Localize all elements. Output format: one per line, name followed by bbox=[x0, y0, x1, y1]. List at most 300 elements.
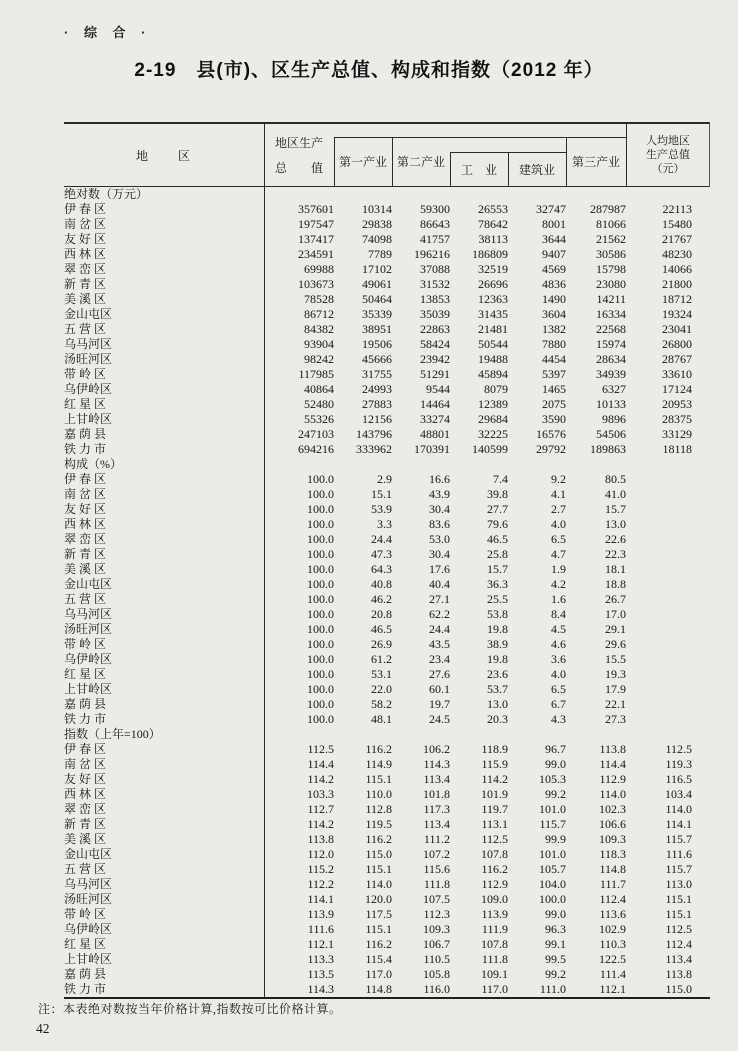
region-name: 乌伊岭区 bbox=[64, 922, 264, 937]
value-cell: 106.6 bbox=[599, 817, 626, 831]
value-cell: 18712 bbox=[662, 292, 692, 306]
page-number: 42 bbox=[36, 1021, 50, 1036]
value-cell: 15.1 bbox=[371, 487, 392, 501]
statistics-table bbox=[64, 122, 710, 999]
value-cell: 102.3 bbox=[599, 802, 626, 816]
region-name: 铁 力 市 bbox=[64, 442, 264, 457]
value-cell: 112.9 bbox=[599, 772, 626, 786]
value-cell: 79.6 bbox=[487, 517, 508, 531]
column-header-per-capita-line3: （元） bbox=[651, 163, 685, 175]
value-cell: 17.9 bbox=[605, 682, 626, 696]
value-cell: 116.2 bbox=[481, 862, 508, 876]
table-header bbox=[64, 122, 710, 187]
region-name: 西 林 区 bbox=[64, 247, 264, 262]
section-header-row bbox=[64, 187, 710, 202]
value-cell: 22113 bbox=[662, 202, 692, 216]
value-cell: 33274 bbox=[420, 412, 450, 426]
region-name: 带 岭 区 bbox=[64, 637, 264, 652]
column-header-tertiary-industry: 第三产业 bbox=[571, 155, 620, 169]
region-name: 红 星 区 bbox=[64, 397, 264, 412]
value-cell: 104.0 bbox=[539, 877, 566, 891]
value-cell: 109.3 bbox=[599, 832, 626, 846]
region-name: 伊 春 区 bbox=[64, 202, 264, 217]
value-cell: 287987 bbox=[590, 202, 626, 216]
value-cell: 119.3 bbox=[665, 757, 692, 771]
value-cell: 114.3 bbox=[307, 982, 334, 996]
region-name: 嘉 荫 县 bbox=[64, 697, 264, 712]
value-cell: 69988 bbox=[304, 262, 334, 276]
column-header-per-capita-line1: 人均地区 bbox=[646, 135, 690, 147]
value-cell: 100.0 bbox=[307, 622, 334, 636]
value-cell: 137417 bbox=[298, 232, 334, 246]
value-cell: 111.0 bbox=[539, 982, 566, 996]
region-name: 翠 峦 区 bbox=[64, 532, 264, 547]
value-cell: 29838 bbox=[362, 217, 392, 231]
value-cell: 46.5 bbox=[371, 622, 392, 636]
value-cell: 110.5 bbox=[423, 952, 450, 966]
empty-cell bbox=[566, 457, 626, 472]
value-cell: 102.9 bbox=[599, 922, 626, 936]
value-cell: 115.1 bbox=[665, 907, 692, 921]
region-name: 带 岭 区 bbox=[64, 367, 264, 382]
table-row bbox=[64, 307, 710, 322]
empty-cell bbox=[566, 727, 626, 742]
value-cell: 140599 bbox=[472, 442, 508, 456]
value-cell: 23080 bbox=[596, 277, 626, 291]
value-cell: 197547 bbox=[298, 217, 334, 231]
region-name: 伊 春 区 bbox=[64, 742, 264, 757]
value-cell: 111.2 bbox=[423, 832, 450, 846]
value-cell: 3.3 bbox=[377, 517, 392, 531]
value-cell: 25.5 bbox=[487, 592, 508, 606]
value-cell: 115.1 bbox=[365, 862, 392, 876]
empty-cell bbox=[626, 187, 710, 202]
value-cell: 86712 bbox=[304, 307, 334, 321]
table-row bbox=[64, 802, 710, 817]
value-cell: 115.1 bbox=[365, 922, 392, 936]
region-name: 汤旺河区 bbox=[64, 352, 264, 367]
value-cell: 39.8 bbox=[487, 487, 508, 501]
value-cell: 116.2 bbox=[365, 742, 392, 756]
value-cell: 4.3 bbox=[551, 712, 566, 726]
table-row bbox=[64, 682, 710, 697]
value-cell: 46.5 bbox=[487, 532, 508, 546]
value-cell: 100.0 bbox=[307, 682, 334, 696]
value-cell: 12389 bbox=[478, 397, 508, 411]
value-cell: 18118 bbox=[662, 442, 692, 456]
value-cell: 4.6 bbox=[551, 637, 566, 651]
table-row bbox=[64, 952, 710, 967]
value-cell: 111.6 bbox=[665, 847, 692, 861]
column-header-industry: 工 业 bbox=[460, 162, 497, 177]
value-cell: 27.7 bbox=[487, 502, 508, 516]
table-row bbox=[64, 472, 710, 487]
value-cell: 115.4 bbox=[365, 952, 392, 966]
empty-cell bbox=[450, 457, 508, 472]
section-header-row bbox=[64, 457, 710, 472]
value-cell bbox=[626, 607, 710, 622]
value-cell: 100.0 bbox=[307, 532, 334, 546]
value-cell: 26696 bbox=[478, 277, 508, 291]
value-cell: 15974 bbox=[596, 337, 626, 351]
value-cell: 113.5 bbox=[307, 967, 334, 981]
region-name: 汤旺河区 bbox=[64, 622, 264, 637]
empty-cell bbox=[334, 457, 392, 472]
region-name: 翠 峦 区 bbox=[64, 262, 264, 277]
value-cell: 78528 bbox=[304, 292, 334, 306]
value-cell: 115.6 bbox=[423, 862, 450, 876]
region-name: 美 溪 区 bbox=[64, 832, 264, 847]
empty-cell bbox=[392, 457, 450, 472]
value-cell: 114.3 bbox=[423, 757, 450, 771]
empty-cell bbox=[264, 727, 334, 742]
table-row bbox=[64, 382, 710, 397]
value-cell: 100.0 bbox=[307, 697, 334, 711]
value-cell bbox=[626, 682, 710, 697]
table-row bbox=[64, 217, 710, 232]
value-cell: 24.5 bbox=[429, 712, 450, 726]
value-cell: 53.1 bbox=[371, 667, 392, 681]
value-cell: 114.2 bbox=[307, 772, 334, 786]
value-cell: 19324 bbox=[662, 307, 692, 321]
value-cell: 27883 bbox=[362, 397, 392, 411]
table-row bbox=[64, 772, 710, 787]
value-cell: 1465 bbox=[542, 382, 566, 396]
empty-cell bbox=[626, 727, 710, 742]
empty-cell bbox=[508, 727, 566, 742]
value-cell: 61.2 bbox=[371, 652, 392, 666]
value-cell: 30.4 bbox=[429, 547, 450, 561]
value-cell: 100.0 bbox=[307, 607, 334, 621]
value-cell: 189863 bbox=[590, 442, 626, 456]
value-cell: 53.0 bbox=[429, 532, 450, 546]
value-cell: 23.6 bbox=[487, 667, 508, 681]
value-cell: 53.7 bbox=[487, 682, 508, 696]
value-cell: 114.9 bbox=[365, 757, 392, 771]
value-cell: 26.7 bbox=[605, 592, 626, 606]
region-name: 嘉 荫 县 bbox=[64, 427, 264, 442]
value-cell: 101.0 bbox=[539, 802, 566, 816]
value-cell: 48.1 bbox=[371, 712, 392, 726]
value-cell: 14464 bbox=[420, 397, 450, 411]
value-cell: 26800 bbox=[662, 337, 692, 351]
value-cell: 106.7 bbox=[423, 937, 450, 951]
value-cell: 96.7 bbox=[545, 742, 566, 756]
value-cell: 100.0 bbox=[307, 502, 334, 516]
value-cell: 114.0 bbox=[599, 787, 626, 801]
value-cell: 112.3 bbox=[423, 907, 450, 921]
value-cell: 22.0 bbox=[371, 682, 392, 696]
value-cell: 19488 bbox=[478, 352, 508, 366]
region-name: 友 好 区 bbox=[64, 232, 264, 247]
value-cell: 59300 bbox=[420, 202, 450, 216]
column-header-gdp bbox=[264, 124, 334, 186]
value-cell: 16334 bbox=[596, 307, 626, 321]
value-cell: 8001 bbox=[542, 217, 566, 231]
value-cell: 33610 bbox=[662, 367, 692, 381]
value-cell: 113.0 bbox=[665, 877, 692, 891]
table-row bbox=[64, 367, 710, 382]
value-cell: 116.2 bbox=[365, 832, 392, 846]
table-row bbox=[64, 517, 710, 532]
value-cell: 27.3 bbox=[605, 712, 626, 726]
value-cell: 113.4 bbox=[665, 952, 692, 966]
value-cell: 100.0 bbox=[307, 577, 334, 591]
value-cell: 115.0 bbox=[365, 847, 392, 861]
value-cell: 53.9 bbox=[371, 502, 392, 516]
value-cell: 48801 bbox=[420, 427, 450, 441]
value-cell: 45666 bbox=[362, 352, 392, 366]
value-cell: 22.6 bbox=[605, 532, 626, 546]
value-cell: 60.1 bbox=[429, 682, 450, 696]
value-cell: 103673 bbox=[298, 277, 334, 291]
table-row bbox=[64, 292, 710, 307]
value-cell: 115.9 bbox=[481, 757, 508, 771]
value-cell: 99.2 bbox=[545, 787, 566, 801]
value-cell: 113.4 bbox=[423, 817, 450, 831]
region-name: 美 溪 区 bbox=[64, 562, 264, 577]
value-cell: 54506 bbox=[596, 427, 626, 441]
value-cell: 114.2 bbox=[481, 772, 508, 786]
value-cell: 31532 bbox=[420, 277, 450, 291]
region-name: 南 岔 区 bbox=[64, 217, 264, 232]
value-cell: 13.0 bbox=[605, 517, 626, 531]
value-cell bbox=[626, 697, 710, 712]
table-row bbox=[64, 232, 710, 247]
table-row bbox=[64, 832, 710, 847]
region-name: 金山屯区 bbox=[64, 307, 264, 322]
value-cell: 45894 bbox=[478, 367, 508, 381]
value-cell: 19.8 bbox=[487, 622, 508, 636]
value-cell: 113.9 bbox=[307, 907, 334, 921]
value-cell: 99.0 bbox=[545, 907, 566, 921]
value-cell bbox=[626, 637, 710, 652]
value-cell: 4.0 bbox=[551, 517, 566, 531]
table-row bbox=[64, 547, 710, 562]
region-name: 友 好 区 bbox=[64, 502, 264, 517]
value-cell: 49061 bbox=[362, 277, 392, 291]
value-cell: 26553 bbox=[478, 202, 508, 216]
value-cell: 8.4 bbox=[551, 607, 566, 621]
value-cell: 100.0 bbox=[539, 892, 566, 906]
value-cell: 112.5 bbox=[665, 742, 692, 756]
value-cell: 111.4 bbox=[599, 967, 626, 981]
region-name: 美 溪 区 bbox=[64, 292, 264, 307]
value-cell: 117.0 bbox=[481, 982, 508, 996]
value-cell: 32519 bbox=[478, 262, 508, 276]
value-cell: 186809 bbox=[472, 247, 508, 261]
empty-cell bbox=[264, 187, 334, 202]
value-cell: 15.7 bbox=[605, 502, 626, 516]
value-cell bbox=[626, 562, 710, 577]
region-name: 上甘岭区 bbox=[64, 682, 264, 697]
region-name: 铁 力 市 bbox=[64, 712, 264, 727]
value-cell: 114.4 bbox=[599, 757, 626, 771]
value-cell: 98242 bbox=[304, 352, 334, 366]
value-cell: 23942 bbox=[420, 352, 450, 366]
table-row bbox=[64, 787, 710, 802]
table-row bbox=[64, 922, 710, 937]
region-name: 南 岔 区 bbox=[64, 487, 264, 502]
value-cell: 21481 bbox=[478, 322, 508, 336]
value-cell: 1.9 bbox=[551, 562, 566, 576]
value-cell: 53.8 bbox=[487, 607, 508, 621]
table-row bbox=[64, 712, 710, 727]
value-cell: 40864 bbox=[304, 382, 334, 396]
value-cell: 112.0 bbox=[307, 847, 334, 861]
value-cell: 112.4 bbox=[665, 937, 692, 951]
value-cell: 5397 bbox=[542, 367, 566, 381]
region-name: 友 好 区 bbox=[64, 772, 264, 787]
value-cell: 15.5 bbox=[605, 652, 626, 666]
value-cell bbox=[626, 712, 710, 727]
value-cell: 20.3 bbox=[487, 712, 508, 726]
empty-cell bbox=[334, 727, 392, 742]
region-name: 乌伊岭区 bbox=[64, 382, 264, 397]
value-cell: 113.4 bbox=[423, 772, 450, 786]
value-cell: 100.0 bbox=[307, 517, 334, 531]
table-body bbox=[64, 187, 710, 999]
value-cell: 4.2 bbox=[551, 577, 566, 591]
value-cell: 3.6 bbox=[551, 652, 566, 666]
value-cell: 114.0 bbox=[665, 802, 692, 816]
value-cell: 2075 bbox=[542, 397, 566, 411]
value-cell: 100.0 bbox=[307, 667, 334, 681]
region-name: 金山屯区 bbox=[64, 577, 264, 592]
region-name: 汤旺河区 bbox=[64, 892, 264, 907]
value-cell: 4.7 bbox=[551, 547, 566, 561]
value-cell: 113.1 bbox=[481, 817, 508, 831]
value-cell: 17124 bbox=[662, 382, 692, 396]
value-cell: 234591 bbox=[298, 247, 334, 261]
table-row bbox=[64, 622, 710, 637]
value-cell: 100.0 bbox=[307, 592, 334, 606]
value-cell: 13.0 bbox=[487, 697, 508, 711]
value-cell: 99.9 bbox=[545, 832, 566, 846]
table-row bbox=[64, 397, 710, 412]
empty-cell bbox=[626, 457, 710, 472]
value-cell: 33129 bbox=[662, 427, 692, 441]
region-name: 新 青 区 bbox=[64, 277, 264, 292]
value-cell: 12156 bbox=[362, 412, 392, 426]
value-cell: 170391 bbox=[414, 442, 450, 456]
value-cell: 119.5 bbox=[365, 817, 392, 831]
value-cell: 4454 bbox=[542, 352, 566, 366]
value-cell: 41.0 bbox=[605, 487, 626, 501]
value-cell: 4.0 bbox=[551, 667, 566, 681]
value-cell: 30586 bbox=[596, 247, 626, 261]
value-cell: 247103 bbox=[298, 427, 334, 441]
value-cell: 29.6 bbox=[605, 637, 626, 651]
value-cell: 93904 bbox=[304, 337, 334, 351]
value-cell: 17102 bbox=[362, 262, 392, 276]
value-cell: 1490 bbox=[542, 292, 566, 306]
column-header-primary-industry: 第一产业 bbox=[338, 155, 387, 169]
column-header-gdp-line2: 总 值 bbox=[274, 161, 323, 175]
value-cell: 2.7 bbox=[551, 502, 566, 516]
value-cell bbox=[626, 532, 710, 547]
chapter-tag: · 综 合 · bbox=[64, 25, 152, 40]
region-name: 乌马河区 bbox=[64, 337, 264, 352]
value-cell bbox=[626, 577, 710, 592]
page-title: 2-19 县(市)、区生产总值、构成和指数（2012 年） bbox=[134, 60, 604, 81]
value-cell: 6.7 bbox=[551, 697, 566, 711]
value-cell: 112.1 bbox=[307, 937, 334, 951]
table-row bbox=[64, 277, 710, 292]
value-cell: 7.4 bbox=[493, 472, 508, 486]
table-row bbox=[64, 967, 710, 982]
value-cell: 113.3 bbox=[307, 952, 334, 966]
value-cell: 114.1 bbox=[665, 817, 692, 831]
table-row bbox=[64, 607, 710, 622]
value-cell: 1.6 bbox=[551, 592, 566, 606]
table-row bbox=[64, 742, 710, 757]
value-cell: 36.3 bbox=[487, 577, 508, 591]
value-cell: 35339 bbox=[362, 307, 392, 321]
value-cell: 6327 bbox=[602, 382, 626, 396]
value-cell: 115.1 bbox=[665, 892, 692, 906]
value-cell: 117.0 bbox=[365, 967, 392, 981]
value-cell: 112.5 bbox=[307, 742, 334, 756]
value-cell: 21767 bbox=[662, 232, 692, 246]
value-cell: 43.9 bbox=[429, 487, 450, 501]
value-cell: 118.9 bbox=[481, 742, 508, 756]
value-cell: 14211 bbox=[596, 292, 626, 306]
table-row bbox=[64, 697, 710, 712]
value-cell: 20.8 bbox=[371, 607, 392, 621]
value-cell: 100.0 bbox=[307, 652, 334, 666]
value-cell: 32225 bbox=[478, 427, 508, 441]
region-name: 南 岔 区 bbox=[64, 757, 264, 772]
value-cell: 1382 bbox=[542, 322, 566, 336]
value-cell: 29.1 bbox=[605, 622, 626, 636]
value-cell: 107.2 bbox=[423, 847, 450, 861]
value-cell: 34939 bbox=[596, 367, 626, 381]
value-cell: 6.5 bbox=[551, 682, 566, 696]
table-row bbox=[64, 577, 710, 592]
value-cell: 9544 bbox=[426, 382, 450, 396]
value-cell: 16.6 bbox=[429, 472, 450, 486]
value-cell: 106.2 bbox=[423, 742, 450, 756]
value-cell: 111.8 bbox=[423, 877, 450, 891]
value-cell: 333962 bbox=[356, 442, 392, 456]
value-cell: 112.5 bbox=[665, 922, 692, 936]
value-cell: 40.8 bbox=[371, 577, 392, 591]
value-cell: 50464 bbox=[362, 292, 392, 306]
value-cell: 9.2 bbox=[551, 472, 566, 486]
empty-cell bbox=[450, 187, 508, 202]
value-cell: 40.4 bbox=[429, 577, 450, 591]
value-cell: 116.5 bbox=[665, 772, 692, 786]
region-name: 红 星 区 bbox=[64, 667, 264, 682]
empty-cell bbox=[334, 187, 392, 202]
value-cell: 21562 bbox=[596, 232, 626, 246]
value-cell: 116.0 bbox=[423, 982, 450, 996]
value-cell: 117985 bbox=[298, 367, 334, 381]
region-name: 金山屯区 bbox=[64, 847, 264, 862]
table-row bbox=[64, 262, 710, 277]
value-cell: 115.7 bbox=[665, 862, 692, 876]
region-name: 翠 峦 区 bbox=[64, 802, 264, 817]
value-cell: 31435 bbox=[478, 307, 508, 321]
value-cell: 9896 bbox=[602, 412, 626, 426]
value-cell: 114.8 bbox=[599, 862, 626, 876]
value-cell: 8079 bbox=[484, 382, 508, 396]
value-cell: 46.2 bbox=[371, 592, 392, 606]
value-cell: 99.5 bbox=[545, 952, 566, 966]
value-cell: 17.0 bbox=[605, 607, 626, 621]
table-row bbox=[64, 667, 710, 682]
